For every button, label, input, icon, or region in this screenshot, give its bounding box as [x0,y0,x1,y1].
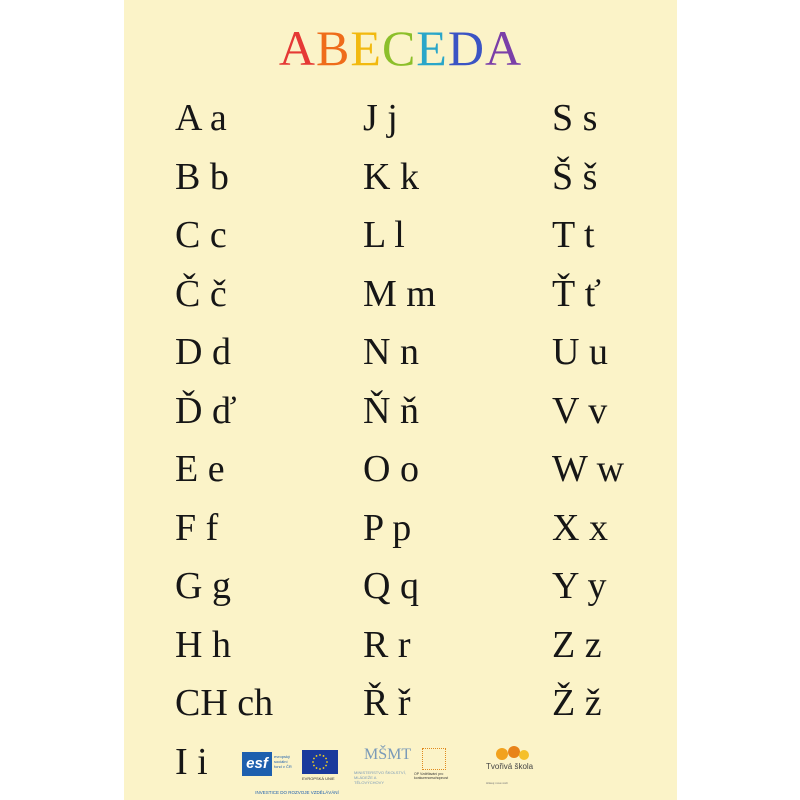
letter-pair: D d [175,331,231,373]
letter-pair: W w [552,448,625,490]
tvoriva-subtitle: Hlásuj nové úsilí [486,781,508,785]
letter-pair: V v [552,389,608,432]
letter-pair: G g [175,565,231,607]
letter-pair: Ž ž [552,682,602,724]
letter-pair: A a [175,97,227,139]
letter-pair: Š š [552,155,598,198]
poster-title [124,18,677,78]
eu-text: EVROPSKÁ UNIE [302,776,335,781]
title-letter: C [381,20,417,76]
footer-caption: INVESTICE DO ROZVOJE VZDĚLÁVÁNÍ [255,790,339,795]
msmt-text: MINISTERSTVO ŠKOLSTVÍ, MLÁDEŽE A TĚLOVÝCHOVY [354,770,406,785]
letter-pair: M m [363,272,436,315]
letter-pair: I i [175,740,208,783]
sponsor-logos [242,744,547,798]
letter-pair: R r [363,623,411,666]
letter-pair: H h [175,623,231,666]
title-letter: E [350,20,382,76]
esf-logo [242,748,292,784]
letter-pair: L l [363,214,405,256]
msmt-logo [354,746,412,785]
letter-column-1 [175,89,273,791]
eu-star-icon [323,767,325,769]
eu-star-icon [325,765,327,767]
title-letter: A [278,20,317,76]
letter-pair: J j [363,97,398,139]
tvoriva-skola-logo [482,744,548,788]
letter-pair: Ň ň [363,389,419,432]
letter-pair: K k [363,155,419,198]
eu-star-icon [319,754,321,756]
letter-pair: Ď ď [175,389,237,432]
title-letter: A [484,20,523,76]
letter-pair: B b [175,155,229,198]
eu-star-icon [313,765,315,767]
title-letter: E [416,20,448,76]
msmt-mark: MŠMT [364,746,412,763]
letter-pair: X x [552,506,608,549]
esf-text: evropský sociální fond v ČR [274,754,292,769]
eu-star-icon [316,767,318,769]
letter-pair: Ř ř [363,682,411,724]
eu-star-icon [325,758,327,760]
op-logo [414,748,458,784]
alphabet-poster [124,0,677,800]
letter-pair: O o [363,448,419,490]
eu-star-icon [316,755,318,757]
letter-pair: E e [175,448,225,490]
op-mark-icon [422,748,446,770]
letter-pair: P p [363,506,412,549]
letter-pair: S s [552,97,598,139]
letter-pair: Z z [552,623,602,666]
eu-star-icon [312,761,314,763]
op-text: OP Vzdělávání pro konkurenceschopnost [414,772,449,780]
eu-flag-icon [302,750,338,774]
letter-pair: Ť ť [552,272,601,315]
letter-pair: Č č [175,272,227,315]
letter-pair: C c [175,214,227,256]
letter-pair: CH ch [175,682,274,724]
eu-logo [302,750,338,784]
letter-pair: Y y [552,565,607,607]
eu-star-icon [313,758,315,760]
eu-star-icon [323,755,325,757]
title-letter: B [316,20,351,76]
letter-pair: T t [552,214,595,256]
hands-icon [492,744,532,762]
tvoriva-name: Tvořivá škola [486,762,534,771]
title-letter: D [447,20,485,76]
esf-mark: esf [242,752,272,776]
eu-star-icon [326,761,328,763]
letter-column-3 [552,89,624,733]
letter-pair: N n [363,331,419,373]
letter-pair: Q q [363,565,419,607]
letter-column-2 [363,89,436,733]
eu-star-icon [319,768,321,770]
letter-pair: U u [552,331,608,373]
letter-pair: F f [175,506,219,549]
